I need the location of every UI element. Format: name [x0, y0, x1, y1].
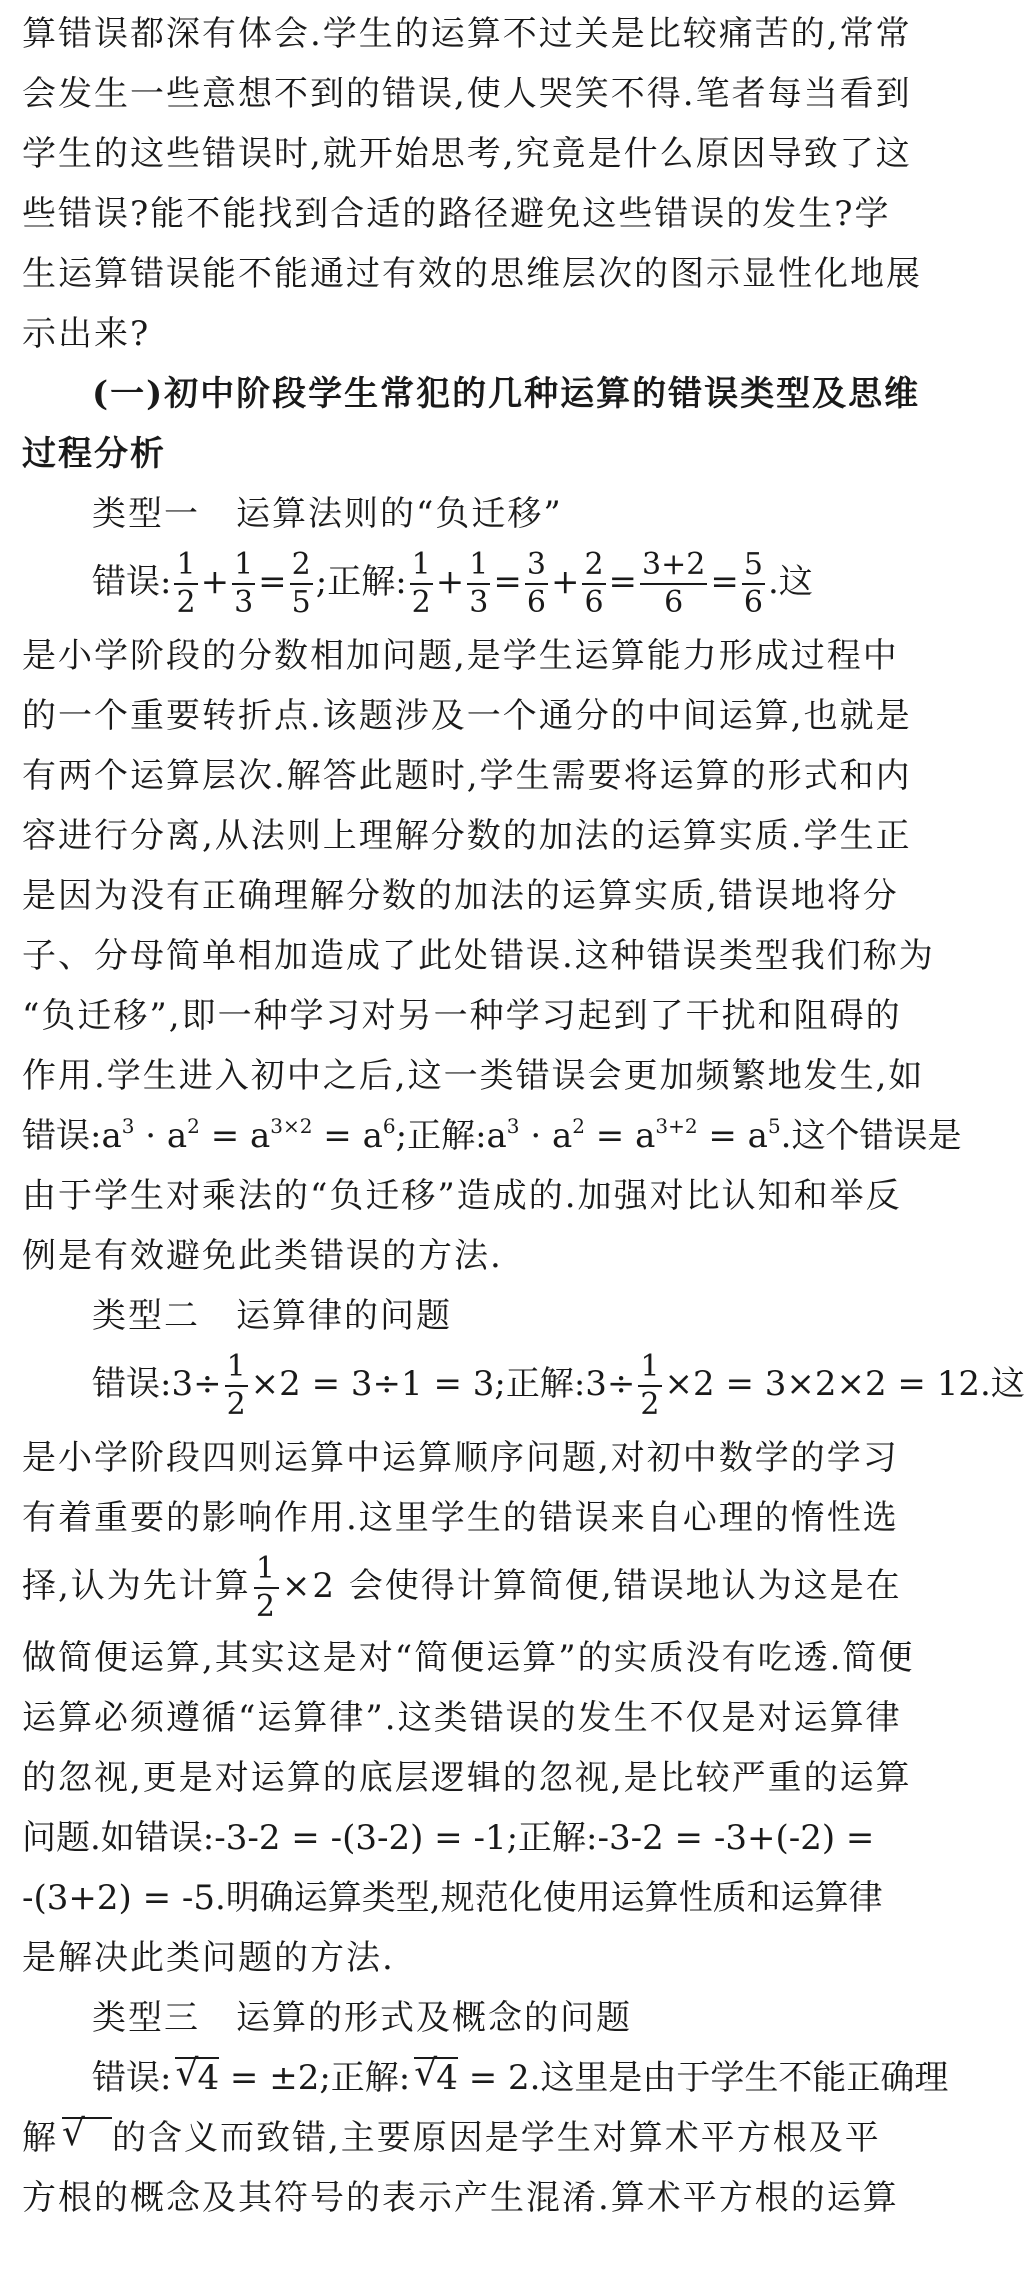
fraction: $\frac{5}{6}$ [743, 547, 763, 620]
text-line: 是因为没有正确理解分数的加法的运算实质,错误地将分 [22, 876, 899, 916]
text-line: 由于学生对乘法的“负迁移”造成的.加强对比认知和举反 [22, 1176, 902, 1216]
text-line: 问题.如错误:-3-2 = -(3-2) = -1;正解:-3-2 = -3+(-2) = [22, 1818, 875, 1858]
text-line: 例是有效避免此类错误的方法. [22, 1236, 503, 1276]
text-line: 有两个运算层次.解答此题时,学生需要将运算的形式和内 [22, 756, 912, 796]
fraction: $\frac{1}{3}$ [234, 547, 254, 620]
equation-order: 错误:3÷ $\frac{1}{2}$ ×2 = 3÷1 = 3;正解:3÷ $\frac{1}{2}$ ×2 = 3×2×2 = 12.这 [92, 1349, 1025, 1422]
subheading-type1: 类型一 运算法则的“负迁移” [92, 494, 563, 534]
text-line: 学生的这些错误时,就开始思考,究竟是什么原因导致了这 [22, 134, 912, 174]
fraction: $\frac{1}{3}$ [469, 547, 489, 620]
text-line: 方根的概念及其符号的表示产生混淆.算术平方根的运算 [22, 2178, 899, 2218]
text-line: 子、分母简单相加造成了此处错误.这种错误类型我们称为 [22, 936, 935, 976]
equation-inline-fraction: 择,认为先计算 $\frac{1}{2}$ ×2 会使得计算简便,错误地认为这是在 [22, 1551, 902, 1624]
text-line: 示出来? [22, 314, 151, 354]
sqrt-symbol: √ 4 [414, 2057, 458, 2097]
fraction: $\frac{2}{5}$ [291, 547, 311, 620]
fraction: $\frac{1}{2}$ [226, 1349, 246, 1422]
subheading-type3: 类型三 运算的形式及概念的问题 [92, 1998, 632, 2038]
fraction: $\frac{3}{6}$ [526, 547, 546, 620]
text-line: 的一个重要转折点.该题涉及一个通分的中间运算,也就是 [22, 696, 912, 736]
equation-sqrt: 错误:√ 4 = ±2;正解:√ 4 = 2.这里是由于学生不能正确理 [0, 2048, 900, 2108]
equation-fractions: 错误: $\frac{1}{2}$ + $\frac{1}{3}$ = $\frac{2}{5}$ ;正解: $\frac{1}{2}$ + $\frac{1}{3}$ = $\frac{3}{6}$ + $\frac{2}{6}$ = $\frac{3+2}{6}$ = $\frac{5}{6}$ .这 [92, 547, 813, 620]
text-line: 容进行分离,从法则上理解分数的加法的运算实质.学生正 [22, 816, 912, 856]
equation-exponents: 错误$:a^3 \cdot a^2 = a^{3\times 2} = a^6$;正解$:a^3 \cdot a^2 = a^{3+2} = a^5$.这个错误是 [22, 1114, 962, 1156]
fraction: $\frac{3+2}{6}$ [642, 547, 706, 620]
text-line: “负迁移”,即一种学习对另一种学习起到了干扰和阻碍的 [22, 996, 902, 1036]
fraction: $\frac{1}{2}$ [411, 547, 431, 620]
equation-sqrt-meaning: 解√ 的含义而致错,主要原因是学生对算术平方根及平 [0, 2108, 900, 2168]
text-line: 作用.学生进入初中之后,这一类错误会更加频繁地发生,如 [22, 1056, 925, 1096]
fraction: $\frac{1}{2}$ [176, 547, 196, 620]
text-line: 些错误?能不能找到合适的路径避免这些错误的发生?学 [22, 194, 891, 234]
text-line: 会发生一些意想不到的错误,使人哭笑不得.笔者每当看到 [22, 74, 912, 114]
text-line: 是小学阶段四则运算中运算顺序问题,对初中数学的学习 [22, 1438, 899, 1478]
text-line: 是解决此类问题的方法. [22, 1938, 395, 1978]
sqrt-symbol: √ 4 [175, 2057, 219, 2097]
text-line: 有着重要的影响作用.这里学生的错误来自心理的惰性选 [22, 1498, 899, 1538]
text-line: -(3+2) = -5.明确运算类型,规范化使用运算性质和运算律 [22, 1878, 883, 1918]
correct-label: ;正解: [315, 562, 407, 602]
text-line: 运算必须遵循“运算律”.这类错误的发生不仅是对运算律 [22, 1698, 902, 1738]
error-label: 错误: [92, 562, 172, 602]
section-heading-cont: 过程分析 [22, 434, 166, 474]
sqrt-symbol [62, 2117, 112, 2157]
fraction: $\frac{2}{6}$ [584, 547, 604, 620]
text-line: 的忽视,更是对运算的底层逻辑的忽视,是比较严重的运算 [22, 1758, 912, 1798]
text-line: 是小学阶段的分数相加问题,是学生运算能力形成过程中 [22, 636, 899, 676]
text-line: 算错误都深有体会.学生的运算不过关是比较痛苦的,常常 [22, 14, 912, 54]
text-line: 生运算错误能不能通过有效的思维层次的图示显性化地展 [22, 254, 922, 294]
subheading-type2: 类型二 运算律的问题 [92, 1296, 452, 1336]
section-heading: (一)初中阶段学生常犯的几种运算的错误类型及思维 [92, 374, 921, 414]
fraction: $\frac{1}{2}$ [640, 1349, 660, 1422]
fraction: $\frac{1}{2}$ [255, 1551, 277, 1624]
text-line: 做简便运算,其实这是对“简便运算”的实质没有吃透.简便 [22, 1638, 915, 1678]
